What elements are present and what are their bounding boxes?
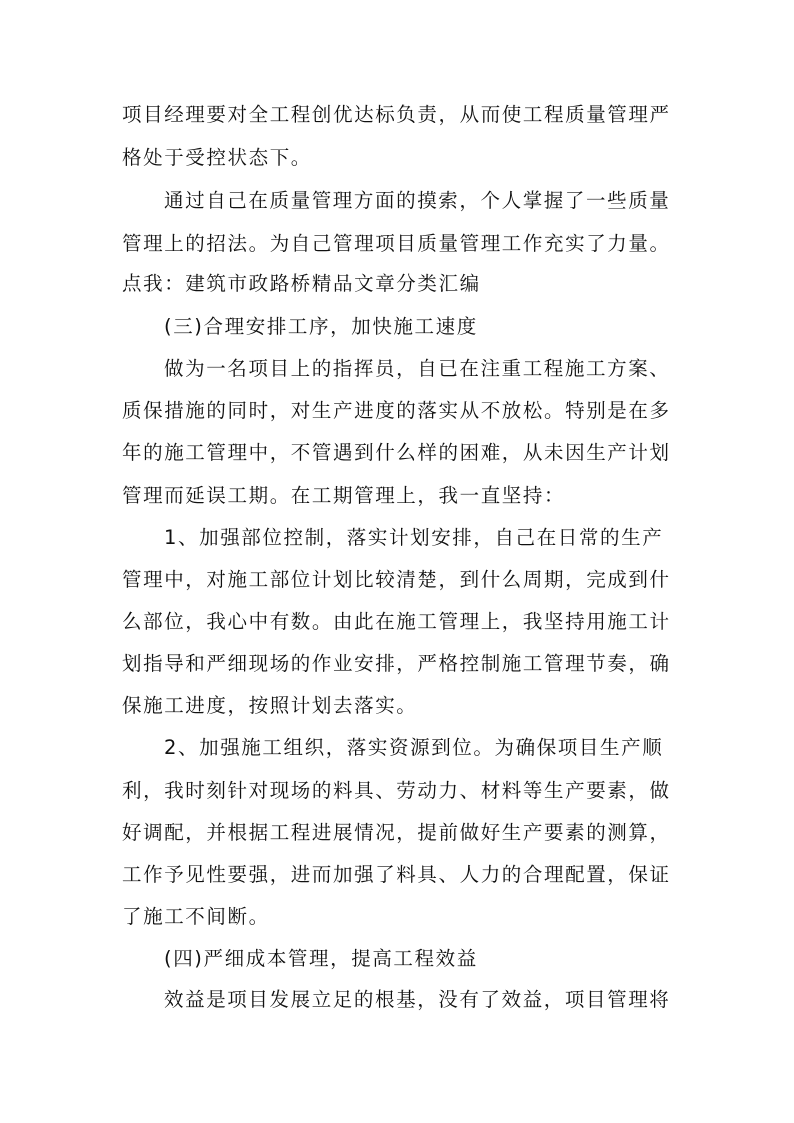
body-text-line: 管理上的招法。为自己管理项目质量管理工作充实了力量。 — [122, 232, 671, 255]
body-text-line: 保施工进度，按照计划去落实。 — [122, 694, 418, 717]
body-text-line: 了施工不间断。 — [122, 905, 270, 928]
body-text-line: 工作予见性要强，进而加强了料具、人力的合理配置，保证 — [122, 863, 671, 886]
list-item-text: 1、加强部位控制，落实计划安排，自己在日常的生产 — [164, 526, 664, 549]
body-text-line: 效益是项目发展立足的根基，没有了效益，项目管理将 — [164, 988, 671, 1011]
body-text-line: 通过自己在质量管理方面的摸索，个人掌握了一些质量 — [164, 189, 671, 212]
body-text-line: 年的施工管理中，不管遇到什么样的困难，从未因生产计划 — [122, 441, 671, 464]
body-text-line: 管理中，对施工部位计划比较清楚，到什么周期，完成到什 — [122, 568, 671, 591]
body-text-line: 划指导和严细现场的作业安排，严格控制施工管理节奏，确 — [122, 652, 671, 675]
body-text-line: 好调配，并根据工程进展情况，提前做好生产要素的测算， — [122, 821, 671, 844]
body-text-line: 格处于受控状态下。 — [122, 146, 312, 169]
body-text-line: 利，我时刻针对现场的料具、劳动力、材料等生产要素，做 — [122, 779, 671, 802]
section-heading: (三)合理安排工序，加快施工速度 — [164, 315, 478, 338]
body-text-line: 项目经理要对全工程创优达标负责，从而使工程质量管理严 — [122, 103, 671, 126]
body-text-line: 质保措施的同时，对生产进度的落实从不放松。特别是在多 — [122, 399, 671, 422]
list-item-text: 2、加强施工组织，落实资源到位。为确保项目生产顺 — [164, 736, 664, 759]
section-heading: (四)严细成本管理，提高工程效益 — [164, 947, 478, 970]
article-collection-link[interactable]: 点我：建筑市政路桥精品文章分类汇编 — [122, 272, 481, 295]
body-text-line: 管理而延误工期。在工期管理上，我一直坚持： — [122, 484, 566, 507]
body-text-line: 做为一名项目上的指挥员，自已在注重工程施工方案、 — [164, 357, 671, 380]
body-text-line: 么部位，我心中有数。由此在施工管理上，我坚持用施工计 — [122, 610, 671, 633]
